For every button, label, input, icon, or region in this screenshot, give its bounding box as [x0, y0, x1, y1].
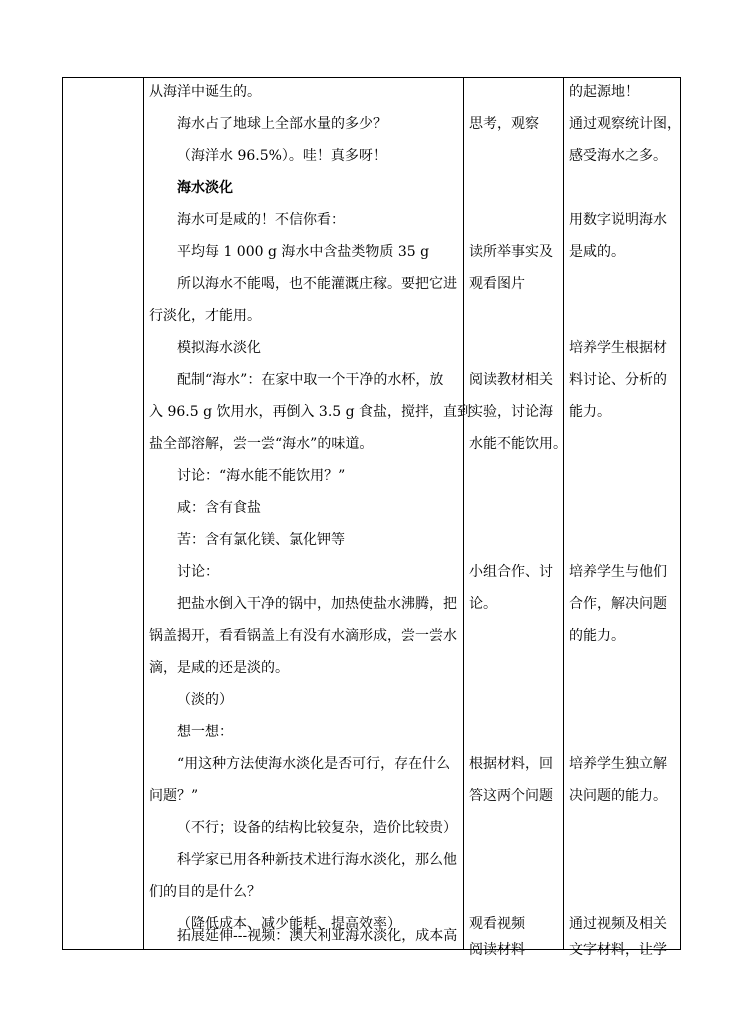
content-line: 讨论： — [177, 564, 219, 580]
intent-line: 决问题的能力。 — [569, 788, 667, 804]
content-line: “用这种方法使海水淡化是否可行，存在什么 — [177, 756, 451, 772]
content-line: 们的目的是什么？ — [149, 884, 261, 900]
intent-line: 培养学生与他们 — [569, 564, 667, 580]
column-divider — [463, 78, 464, 949]
activity-line: 读所举事实及 — [469, 244, 553, 260]
section-heading: 海水淡化 — [177, 180, 233, 196]
content-line: 行淡化，才能用。 — [149, 308, 261, 324]
intent-line: 通过视频及相关 — [569, 916, 667, 932]
content-line: 海水可是咸的！不信你看： — [177, 212, 345, 228]
content-line: 咸：含有食盐 — [177, 500, 261, 516]
content-line: 从海洋中诞生的。 — [149, 84, 261, 100]
activity-line: 水能不能饮用。 — [469, 436, 567, 452]
content-line: 海水占了地球上全部水量的多少？ — [177, 116, 387, 132]
content-line: 盐全部溶解，尝一尝“海水”的味道。 — [149, 436, 374, 452]
content-line: （海洋水 96.5%）。哇！真多呀！ — [177, 148, 387, 164]
content-line: 平均每 1 000 g 海水中含盐类物质 35 g — [177, 244, 430, 260]
intent-line: 的起源地！ — [569, 84, 639, 100]
content-line: 配制“海水”：在家中取一个干净的水杯，放 — [177, 372, 444, 388]
intent-line: 能力。 — [569, 404, 611, 420]
intent-line: 文字材料，让学 — [569, 942, 667, 958]
content-line: 所以海水不能喝，也不能灌溉庄稼。要把它进 — [177, 276, 457, 292]
content-line: 入 96.5 g 饮用水，再倒入 3.5 g 食盐，搅拌，直到 — [149, 404, 472, 420]
activity-line: 实验，讨论海 — [469, 404, 553, 420]
content-line: （不行；设备的结构比较复杂，造价比较贵） — [177, 820, 457, 836]
intent-line: 用数字说明海水 — [569, 212, 667, 228]
intent-line: 是咸的。 — [569, 244, 625, 260]
content-line: 科学家已用各种新技术进行海水淡化，那么他 — [177, 852, 457, 868]
intent-line: 通过观察统计图， — [569, 116, 681, 132]
activity-line: 根据材料，回 — [469, 756, 553, 772]
content-line: （淡的） — [177, 692, 233, 708]
activity-line: 观看图片 — [469, 276, 525, 292]
activity-line: 答这两个问题 — [469, 788, 553, 804]
content-line: 把盐水倒入干净的锅中，加热使盐水沸腾，把 — [177, 596, 457, 612]
content-line: 苦：含有氯化镁、氯化钾等 — [177, 532, 345, 548]
content-line: 拓展延伸---视频：澳大利亚海水淡化，成本高 — [177, 928, 458, 944]
content-line: 问题？” — [149, 788, 199, 804]
column-divider — [143, 78, 144, 949]
activity-line: 观看视频 — [469, 916, 525, 932]
intent-line: 料讨论、分析的 — [569, 372, 667, 388]
intent-line: 培养学生独立解 — [569, 756, 667, 772]
activity-line: 阅读材料 — [469, 942, 525, 958]
activity-line: 阅读教材相关 — [469, 372, 553, 388]
activity-line: 论。 — [469, 596, 497, 612]
content-line: （降低成本、减少能耗、提高效率） — [177, 916, 401, 932]
column-divider — [563, 78, 564, 949]
lesson-table — [62, 77, 681, 958]
content-line: 想一想： — [177, 724, 233, 740]
intent-line: 感受海水之多。 — [569, 148, 667, 164]
section-heading: 模拟海水淡化 — [177, 340, 261, 356]
intent-line: 的能力。 — [569, 628, 625, 644]
intent-line: 培养学生根据材 — [569, 340, 667, 356]
content-line: 讨论：“海水能不能饮用？” — [177, 468, 346, 484]
content-line: 滴，是咸的还是淡的。 — [149, 660, 289, 676]
activity-line: 思考，观察 — [469, 116, 539, 132]
content-line: 锅盖揭开，看看锅盖上有没有水滴形成，尝一尝水 — [149, 628, 457, 644]
activity-line: 小组合作、讨 — [469, 564, 553, 580]
intent-line: 合作，解决问题 — [569, 596, 667, 612]
